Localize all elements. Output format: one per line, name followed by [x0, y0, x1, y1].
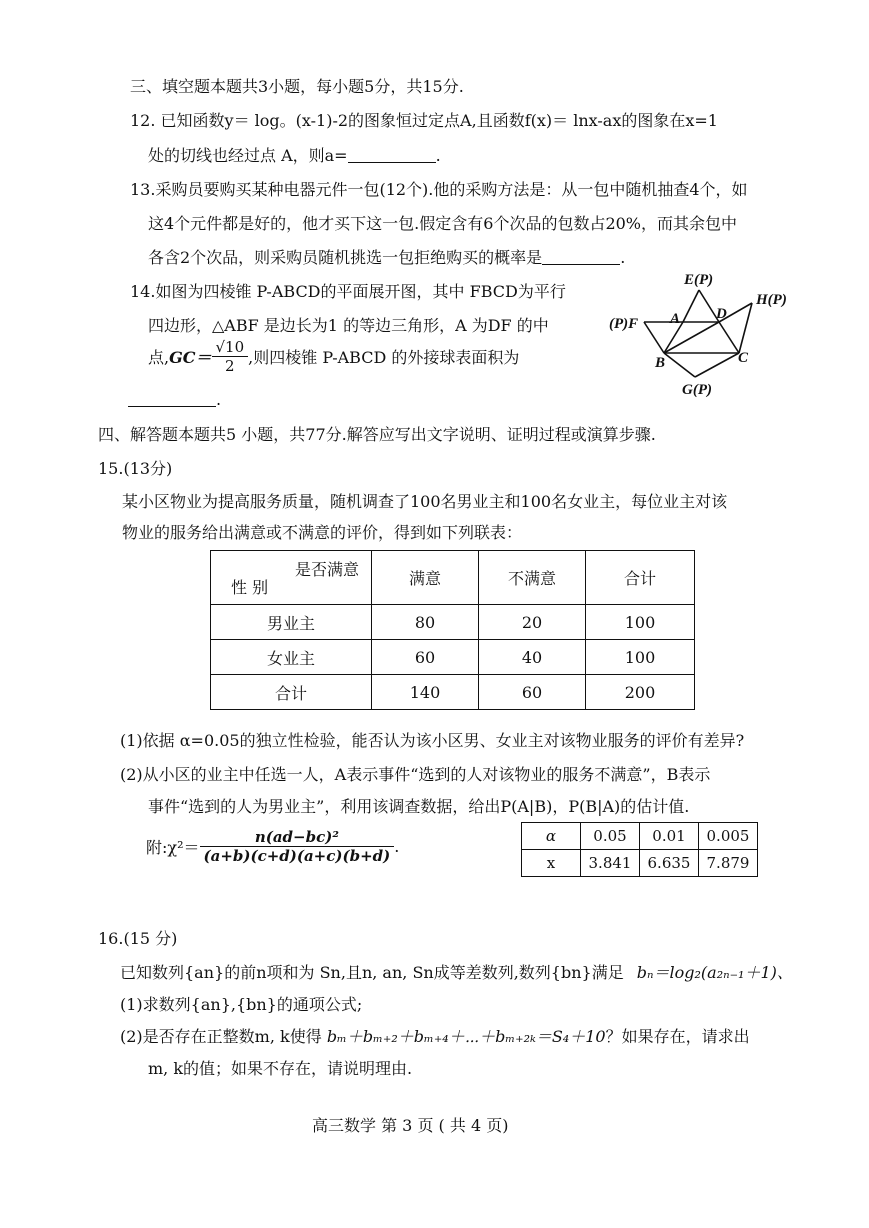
label-E: E(P)	[684, 272, 714, 288]
formula-label: 附:χ²＝	[146, 838, 200, 857]
x-cell: 3.841	[581, 850, 640, 877]
q12-line-2	[148, 143, 441, 166]
table-corner-cell	[211, 551, 372, 605]
alpha-cell: 0.005	[699, 823, 758, 850]
q14-answer-blank[interactable]	[128, 390, 216, 407]
edge-B-G	[664, 353, 695, 377]
corner-top-label: 是否满意	[294, 560, 359, 579]
q14-line-4	[128, 390, 221, 409]
q14-line-4-end: .	[216, 390, 222, 409]
x-cell: 7.879	[699, 850, 758, 877]
q15-intro-line-1: 某小区物业为提高服务质量，随机调查了100名男业主和100名女业主，每位业主对该	[122, 492, 728, 511]
edge-D-C	[719, 322, 739, 353]
table-cell: 140	[372, 675, 479, 710]
x-cell: 6.635	[640, 850, 699, 877]
table-cell: 100	[586, 605, 695, 640]
q16-part-1: (1)求数列{an},{bn}的通项公式;	[120, 995, 363, 1014]
q15-part-2-line-1: (2)从小区的业主中任选一人，A表示事件“选到的人对该物业的服务不满意”，B表示	[120, 765, 711, 784]
q14-line-2: 四边形，△ABF 是边长为1 的等边三角形，A 为DF 的中	[148, 316, 549, 335]
q14-line-3	[148, 338, 519, 375]
q14-line-3-text: ,则四棱锥 P-ABCD 的外接球表面积为	[248, 348, 520, 367]
q16-line-1	[120, 960, 793, 983]
label-H: H(P)	[756, 292, 787, 308]
q13-line-3	[148, 245, 625, 268]
label-D: D	[716, 306, 727, 322]
section-3-title: 三、填空题本题共3小题，每小题5分，共15分.	[130, 77, 464, 96]
q14-net-figure	[604, 268, 794, 408]
table-row	[211, 640, 695, 675]
header-total: 合计	[586, 551, 695, 605]
label-G: G(P)	[682, 382, 712, 398]
q15-part-2-line-2: 事件“选到的人为男业主”，利用该调查数据，给出P(A|B)，P(B|A)的估计值.	[148, 797, 690, 816]
formula-denominator: (a+b)(c+d)(a+c)(b+d)	[203, 847, 391, 865]
q16-bn-formula: bₙ＝log₂(a₂ₙ₋₁＋1)、	[636, 963, 793, 982]
q15-heading: 15.(13分)	[98, 459, 173, 478]
critical-value-table	[521, 822, 758, 877]
q14-gc-label: GC＝	[169, 348, 212, 367]
q14-fraction-denominator: 2	[225, 357, 235, 375]
header-unsatisfied: 不满意	[479, 551, 586, 605]
table-row	[211, 675, 695, 710]
edge-H-C	[739, 303, 752, 353]
alpha-label: α	[522, 823, 581, 850]
contingency-table	[210, 550, 695, 710]
q14-gc-fraction	[212, 338, 249, 375]
label-F: (P)F	[609, 316, 639, 332]
table-cell: 60	[479, 675, 586, 710]
table-cell: 100	[586, 640, 695, 675]
q15-part-1: (1)依据 α=0.05的独立性检验，能否认为该小区男、女业主对该物业服务的评价有差异?	[120, 731, 745, 750]
q13-line-3-end: .	[620, 248, 626, 267]
table-row	[211, 605, 695, 640]
table-header-row	[211, 551, 695, 605]
q16-heading: 16.(15 分)	[98, 929, 178, 948]
edge-G-C	[695, 353, 739, 377]
q13-line-1: 13.采购员要购买某种电器元件一包(12个).他的采购方法是：从一包中随机抽查4个，如	[130, 180, 748, 199]
page-footer: 高三数学 第 3 页 ( 共 4 页)	[312, 1116, 509, 1135]
formula-numerator: n(ad−bc)²	[200, 828, 395, 847]
chi-square-formula	[146, 828, 399, 865]
alpha-cell: 0.01	[640, 823, 699, 850]
table-cell: 40	[479, 640, 586, 675]
q16-part-2-line-1	[120, 1024, 750, 1047]
x-label: x	[522, 850, 581, 877]
q14-fraction-numerator: √10	[212, 338, 249, 357]
x-row	[522, 850, 758, 877]
corner-bottom-label: 性 别	[231, 578, 269, 597]
section-4-title: 四、解答题本题共5 小题，共77分.解答应写出文字说明、证明过程或演算步骤.	[98, 425, 656, 444]
header-satisfied: 满意	[372, 551, 479, 605]
q13-line-3-text: 各含2个次品，则采购员随机挑选一包拒绝购买的概率是	[148, 248, 543, 267]
q15-intro-line-2: 物业的服务给出满意或不满意的评价，得到如下列联表：	[122, 523, 523, 542]
edge-F-B	[644, 322, 664, 353]
q16-part-2-suffix: ？如果存在，请求出	[605, 1027, 750, 1046]
alpha-row	[522, 823, 758, 850]
q12-line-1: 12. 已知函数y＝ log。(x-1)-2的图象恒过定点A,且函数f(x)＝ lnx-ax的图象在x=1	[130, 111, 718, 130]
table-cell: 200	[586, 675, 695, 710]
q14-line-3-prefix: 点,	[148, 348, 170, 367]
table-cell: 60	[372, 640, 479, 675]
alpha-cell: 0.05	[581, 823, 640, 850]
table-cell: 80	[372, 605, 479, 640]
formula-fraction	[200, 828, 395, 865]
q16-sum-formula: bₘ＋bₘ₊₂＋bₘ₊₄＋⋯＋bₘ₊₂ₖ＝S₄＋10	[326, 1027, 606, 1046]
q13-line-2: 这4个元件都是好的，他才买下这一包.假定含有6个次品的包数占20%，而其余包中	[148, 214, 738, 233]
q16-part-2-line-2: m, k的值；如果不存在，请说明理由.	[148, 1059, 413, 1078]
q12-line-2-end: .	[435, 146, 441, 165]
q16-part-2-prefix: (2)是否存在正整数m, k使得	[120, 1027, 322, 1046]
label-A: A	[670, 311, 681, 327]
label-C: C	[738, 350, 749, 366]
formula-end: .	[394, 837, 400, 856]
q12-line-2-text: 处的切线也经过点 A，则a=	[148, 146, 348, 165]
edge-A-E	[683, 290, 699, 322]
q16-line-1-text: 已知数列{an}的前n项和为 Sn,且n, an, Sn成等差数列,数列{bn}满足	[120, 963, 624, 982]
q13-answer-blank[interactable]	[542, 248, 620, 265]
table-cell: 20	[479, 605, 586, 640]
row-label: 合计	[211, 675, 372, 710]
q12-answer-blank[interactable]	[348, 146, 436, 163]
q14-line-1: 14.如图为四棱锥 P-ABCD的平面展开图，其中 FBCD为平行	[130, 282, 566, 301]
row-label: 男业主	[211, 605, 372, 640]
label-B: B	[655, 355, 666, 371]
row-label: 女业主	[211, 640, 372, 675]
